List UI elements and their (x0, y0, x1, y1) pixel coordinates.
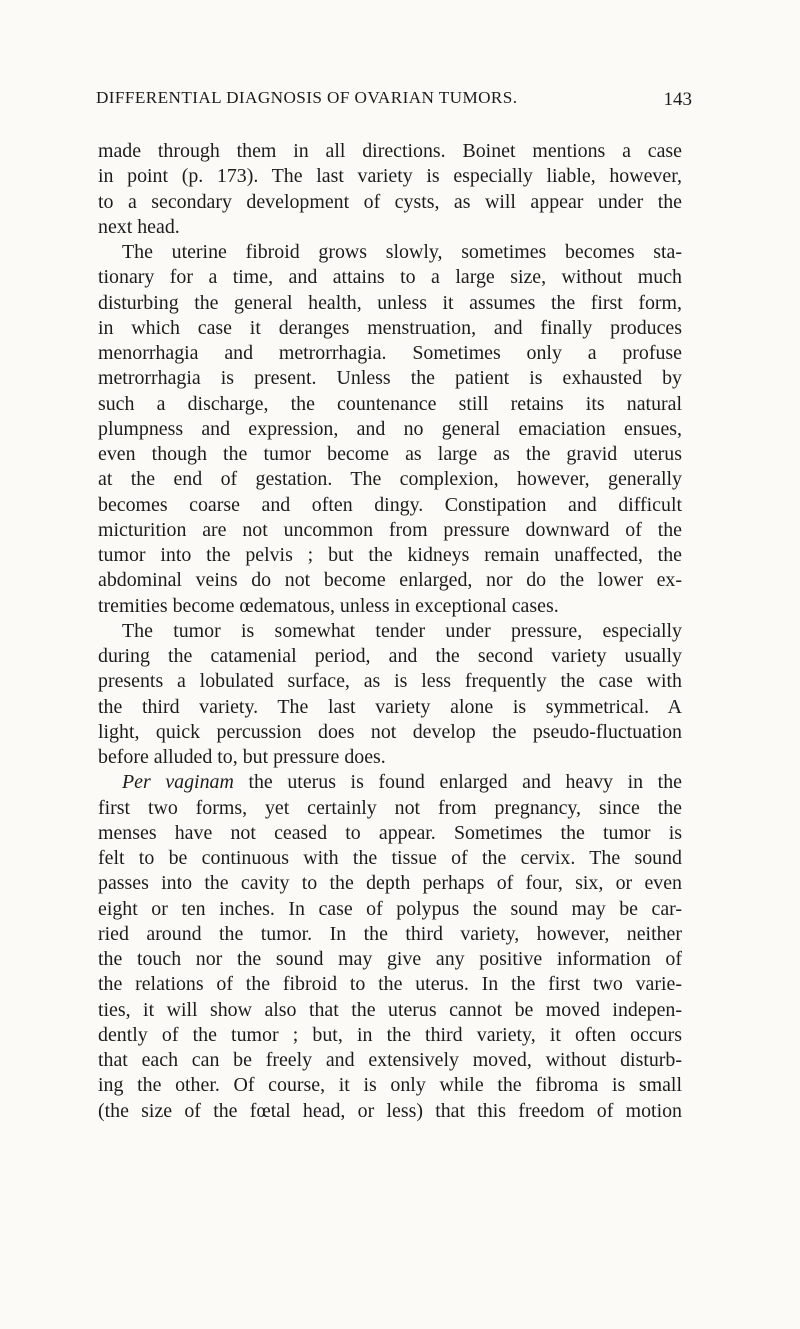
running-head: DIFFERENTIAL DIAGNOSIS OF OVARIAN TUMORS. (96, 88, 518, 107)
text-line: passes into the cavity to the depth perhaps of four, six, or even (98, 872, 682, 895)
text-line: made through them in all directions. Boinet mentions a case (98, 140, 682, 162)
text-line: to a secondary development of cysts, as will appear under the (98, 190, 682, 213)
text-line: tumor into the pelvis ; but the kidneys remain unaffected, the (98, 544, 682, 566)
text-line-with-italic (98, 770, 682, 795)
text-line: during the catamenial period, and the second variety usually (98, 645, 682, 667)
text-line: presents a lobulated surface, as is less frequently the case with (98, 670, 682, 693)
text-line: the third variety. The last variety alone is symmetrical. A (98, 695, 682, 718)
text-line: ried around the tumor. In the third variety, however, neither (98, 922, 682, 945)
text-line: first two forms, yet certainly not from pregnancy, since the (98, 796, 682, 819)
text-line: the touch nor the sound may give any positive information of (98, 948, 682, 970)
text-line: menses have not ceased to appear. Sometimes the tumor is (98, 821, 682, 844)
text-line: at the end of gestation. The complexion, however, generally (98, 468, 682, 491)
text-line: light, quick percussion does not develop the pseudo-fluctuation (98, 720, 682, 743)
text-line: that each can be freely and extensively moved, without disturb- (98, 1049, 682, 1071)
text-line: in point (p. 173). The last variety is especially liable, however, (98, 165, 682, 188)
text-line: eight or ten inches. In case of polypus the sound may be car- (98, 897, 682, 920)
text-line: even though the tumor become as large as the gravid uterus (98, 443, 682, 465)
page-header (96, 86, 692, 110)
text-line: (the size of the fœtal head, or less) that this freedom of motion (98, 1099, 682, 1122)
text-line: micturition are not uncommon from pressure downward of the (98, 518, 682, 541)
text-line: tionary for a time, and attains to a large size, without much (98, 266, 682, 289)
text-line: such a discharge, the countenance still retains its natural (98, 392, 682, 415)
text-line: menorrhagia and metrorrhagia. Sometimes only a profuse (98, 342, 682, 364)
text-line: abdominal veins do not become enlarged, nor do the lower ex- (98, 569, 682, 592)
text-line: in which case it deranges menstruation, and finally produces (98, 316, 682, 339)
italic-phrase: Per vaginam (122, 771, 234, 794)
body-text (98, 139, 682, 1124)
text-line: next head. (98, 215, 180, 238)
text-line: The tumor is somewhat tender under pressure, especially (122, 619, 682, 642)
text-line: dently of the tumor ; but, in the third variety, it often occurs (98, 1023, 682, 1046)
text-line: the relations of the fibroid to the uterus. In the first two varie- (98, 973, 682, 996)
text-line: becomes coarse and often dingy. Constipation and difficult (98, 493, 682, 516)
text-line: ties, it will show also that the uterus cannot be moved indepen- (98, 998, 682, 1021)
text-line-rest: the uterus is found enlarged and heavy in the (248, 771, 682, 794)
text-line: tremities become œdematous, unless in exceptional cases. (98, 594, 559, 617)
text-line: felt to be continuous with the tissue of the cervix. The sound (98, 847, 682, 869)
text-line: ing the other. Of course, it is only while the fibroma is small (98, 1074, 682, 1097)
text-line: metrorrhagia is present. Unless the patient is exhausted by (98, 367, 682, 390)
page-number: 143 (663, 89, 692, 110)
text-line: before alluded to, but pressure does. (98, 746, 386, 768)
text-line: plumpness and expression, and no general emaciation ensues, (98, 417, 682, 440)
text-line: disturbing the general health, unless it assumes the first form, (98, 291, 682, 314)
text-line: The uterine fibroid grows slowly, sometimes becomes sta- (122, 241, 682, 263)
